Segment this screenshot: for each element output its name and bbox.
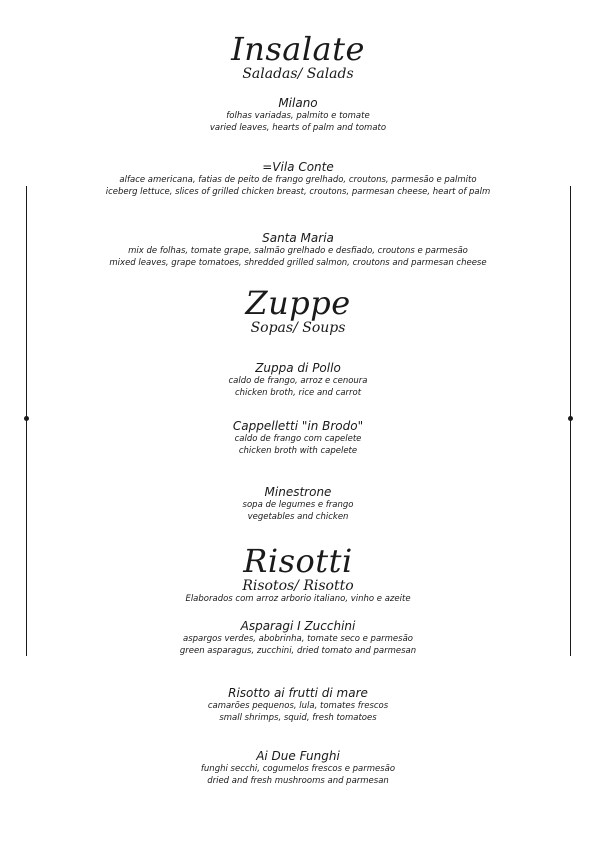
dish-description-en: vegetables and chicken bbox=[247, 511, 349, 522]
section-subtitle: Saladas/ Salads bbox=[242, 66, 354, 82]
dish-name: =Vila Conte bbox=[262, 160, 334, 174]
menu-item bbox=[0, 419, 596, 457]
dish-description-en: green asparagus, zucchini, dried tomato and parmesan bbox=[179, 645, 417, 656]
dish-description-pt: aspargos verdes, abobrinha, tomate seco e parmesão bbox=[182, 634, 413, 644]
dish-description-pt: camarões pequenos, lula, tomates frescos bbox=[207, 701, 389, 711]
dish-description-pt: caldo de frango com capelete bbox=[234, 434, 362, 444]
dish-name: Risotto ai frutti di mare bbox=[228, 686, 368, 700]
section-title: Zuppe bbox=[245, 284, 351, 322]
dish-name: Minestrone bbox=[264, 485, 332, 499]
dish-name: Milano bbox=[278, 96, 318, 110]
dish-name: Ai Due Funghi bbox=[256, 749, 340, 763]
menu-item bbox=[0, 619, 596, 657]
dish-description-en: dried and fresh mushrooms and parmesan bbox=[207, 775, 389, 786]
dish-description-en: iceberg lettuce, slices of grilled chicken breast, croutons, parmesan cheese, heart of palm bbox=[105, 186, 491, 197]
menu-item bbox=[0, 231, 596, 269]
dish-name: Asparagi I Zucchini bbox=[240, 619, 356, 633]
dish-description-pt: sopa de legumes e frango bbox=[242, 500, 354, 510]
menu-item bbox=[0, 160, 596, 198]
dish-description-pt: alface americana, fatias de peito de frango grelhado, croutons, parmesão e palmito bbox=[119, 175, 477, 185]
section-header-insalate bbox=[0, 32, 596, 82]
menu-item bbox=[0, 361, 596, 399]
section-note: Elaborados com arroz arborio italiano, vinho e azeite bbox=[185, 594, 411, 604]
menu-item bbox=[0, 485, 596, 523]
dish-name: Zuppa di Pollo bbox=[255, 361, 341, 375]
section-title: Risotti bbox=[243, 542, 353, 580]
section-header-risotti bbox=[0, 544, 596, 605]
menu-item bbox=[0, 749, 596, 787]
dish-description-pt: funghi secchi, cogumelos frescos e parmesão bbox=[200, 764, 396, 774]
section-header-zuppe bbox=[0, 286, 596, 336]
section-subtitle: Sopas/ Soups bbox=[250, 320, 346, 336]
section-title: Insalate bbox=[231, 30, 365, 68]
dish-description-en: varied leaves, hearts of palm and tomato bbox=[209, 122, 387, 133]
dish-description-en: chicken broth, rice and carrot bbox=[234, 387, 362, 398]
dish-name: Cappelletti "in Brodo" bbox=[232, 419, 364, 433]
dish-description-pt: folhas variadas, palmito e tomate bbox=[226, 111, 370, 121]
dish-description-pt: mix de folhas, tomate grape, salmão grelhado e desfiado, croutons e parmesão bbox=[128, 246, 468, 256]
menu-item bbox=[0, 686, 596, 724]
menu-item bbox=[0, 96, 596, 134]
section-subtitle: Risotos/ Risotto bbox=[242, 578, 354, 594]
dish-description-en: small shrimps, squid, fresh tomatoes bbox=[219, 712, 377, 723]
dish-description-en: mixed leaves, grape tomatoes, shredded grilled salmon, croutons and parmesan cheese bbox=[109, 257, 487, 268]
dish-description-pt: caldo de frango, arroz e cenoura bbox=[228, 376, 368, 386]
dish-description-en: chicken broth with capelete bbox=[238, 445, 358, 456]
dish-name: Santa Maria bbox=[262, 231, 334, 245]
